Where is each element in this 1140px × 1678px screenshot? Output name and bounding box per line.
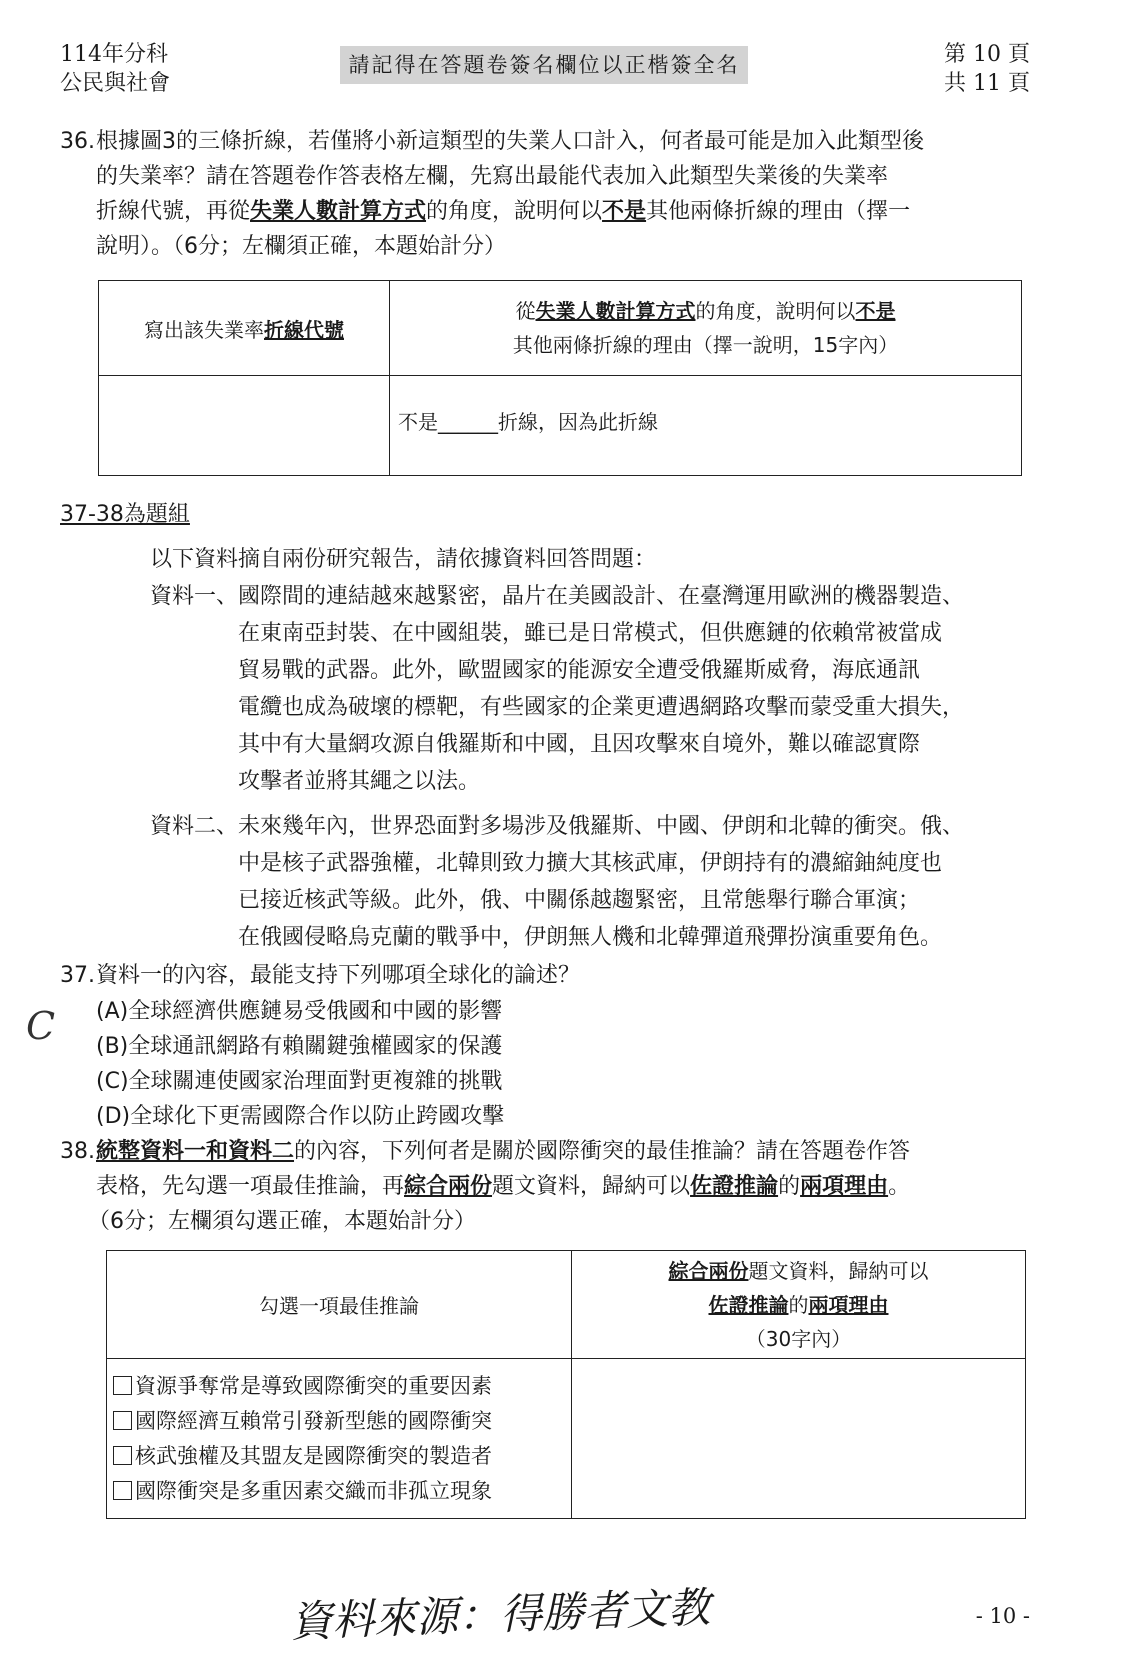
text: 的 (788, 1292, 809, 1317)
text: 的角度，說明何以 (426, 199, 603, 224)
text: 其中有大量網攻源自俄羅斯和中國，且因攻擊來自境外，難以確認實際 (238, 732, 921, 757)
inference-choice[interactable] (113, 1369, 565, 1404)
choice-text: 國際衝突是多重因素交織而非孤立現象 (135, 1478, 492, 1503)
inference-choices-cell (107, 1359, 572, 1519)
blank: ______ (438, 410, 498, 434)
emphasis: 失業人數計算方式 (250, 199, 427, 224)
option-b[interactable]: (B)全球通訊網路有賴關鍵強權國家的保護 (96, 1034, 503, 1059)
emphasis: 兩項理由 (808, 1292, 889, 1317)
answer-cell-right[interactable] (390, 376, 1022, 476)
emphasis: 不是 (602, 199, 647, 224)
text: 的 (778, 1174, 801, 1199)
choice-text: 核武強權及其盟友是國際衝突的製造者 (135, 1443, 492, 1468)
checkbox[interactable] (113, 1481, 132, 1500)
emphasis: 折線代號 (264, 317, 344, 342)
text: 不是 (398, 410, 438, 434)
page-total: 共 11 頁 (944, 71, 1030, 96)
text: 其他兩條折線的理由（擇一 (646, 199, 911, 224)
inference-choice[interactable] (113, 1439, 565, 1474)
emphasis: 統整資料一和資料二 (96, 1139, 295, 1164)
emphasis: 失業人數計算方式 (535, 299, 696, 323)
emphasis: 佐證推論 (708, 1292, 789, 1317)
choice-text: 國際經濟互賴常引發新型態的國際衝突 (135, 1408, 492, 1433)
question-number: 36. (60, 129, 95, 154)
text: 寫出該失業率 (144, 317, 264, 342)
text: 未來幾年內，世界恐面對多場涉及俄羅斯、中國、伊朗和北韓的衝突。俄、 (238, 814, 965, 839)
q38-line3: （6分；左欄須勾選正確，本題始計分） (88, 1209, 476, 1234)
table-header-right (572, 1251, 1026, 1359)
table-header-left (99, 281, 390, 376)
text: 表格，先勾選一項最佳推論，再 (96, 1174, 405, 1199)
text: 折線，因為此折線 (498, 410, 658, 434)
text: 。 (888, 1174, 911, 1199)
group-intro: 以下資料摘自兩份研究報告，請依據資料回答問題： (150, 547, 657, 572)
table-header-right (390, 281, 1022, 376)
material-label: 資料二、 (150, 814, 239, 839)
header-page-info (944, 40, 1030, 98)
handwritten-answer: C (26, 1004, 56, 1048)
question-group-title: 37-38為題組 (60, 502, 190, 527)
text: 的內容，下列何者是關於國際衝突的最佳推論？請在答題卷作答 (294, 1139, 911, 1164)
material-2 (150, 808, 1030, 956)
text: 貿易戰的武器。此外，歐盟國家的能源安全遭受俄羅斯威脅，海底通訊 (238, 658, 921, 683)
text: 國際間的連結越來越緊密，晶片在美國設計、在臺灣運用歐洲的機器製造、 (238, 584, 965, 609)
header-subject (60, 40, 170, 98)
option-c[interactable]: (C)全球關連使國家治理面對更複雜的挑戰 (96, 1069, 503, 1094)
text: 折線代號，再從 (96, 199, 251, 224)
text: （30字內） (745, 1326, 852, 1351)
text: 題文資料，歸納可以 (748, 1258, 929, 1283)
choice-text: 資源爭奪常是導致國際衝突的重要因素 (135, 1373, 492, 1398)
page-number: - 10 - (975, 1604, 1030, 1628)
text: 其他兩條折線的理由（擇一說明，15字內） (512, 333, 899, 357)
q38-line2 (60, 1169, 1040, 1204)
signature-reminder-banner: 請記得在答題卷簽名欄位以正楷簽全名 (340, 46, 748, 84)
question-number: 38. (60, 1139, 95, 1164)
emphasis: 不是 (855, 299, 896, 323)
text: 電纜也成為破壞的標靶，有些國家的企業更遭遇網路攻擊而蒙受重大損失， (238, 695, 965, 720)
text: 在俄國侵略烏克蘭的戰爭中，伊朗無人機和北韓彈道飛彈扮演重要角色。 (238, 925, 943, 950)
emphasis: 綜合兩份 (668, 1258, 749, 1283)
inference-choice[interactable] (113, 1474, 565, 1509)
q36-line2: 的失業率？請在答題卷作答表格左欄，先寫出最能代表加入此類型失業後的失業率 (96, 164, 889, 189)
text: 的角度，說明何以 (695, 299, 856, 323)
table-header-left: 勾選一項最佳推論 (107, 1251, 572, 1359)
handwritten-source-note: 資料來源：得勝者文教 (289, 1582, 711, 1647)
q36-line4: 說明）。（6分；左欄須正確，本題始計分） (96, 234, 506, 259)
q36-answer-table (98, 280, 1022, 476)
q38-answer-table (106, 1250, 1026, 1519)
text: 中是核子武器強權，北韓則致力擴大其核武庫，伊朗持有的濃縮鈾純度也 (238, 851, 943, 876)
question-38 (60, 1134, 1040, 1239)
checkbox[interactable] (113, 1446, 132, 1465)
question-stem: 資料一的內容，最能支持下列哪項全球化的論述？ (96, 963, 581, 988)
emphasis: 佐證推論 (690, 1174, 779, 1199)
checkbox[interactable] (113, 1376, 132, 1395)
q37-options (96, 994, 504, 1134)
text: 在東南亞封裝、在中國組裝，雖已是日常模式，但供應鏈的依賴常被當成 (238, 621, 943, 646)
reasons-answer-cell[interactable] (572, 1359, 1026, 1519)
text: 已接近核武等級。此外，俄、中關係越趨緊密，且常態舉行聯合軍演； (238, 888, 921, 913)
material-label: 資料一、 (150, 584, 239, 609)
page-current: 第 10 頁 (944, 42, 1030, 67)
emphasis: 兩項理由 (800, 1174, 889, 1199)
emphasis: 綜合兩份 (404, 1174, 493, 1199)
text: 題文資料，歸納可以 (492, 1174, 691, 1199)
option-a[interactable]: (A)全球經濟供應鏈易受俄國和中國的影響 (96, 999, 503, 1024)
inference-choice[interactable] (113, 1404, 565, 1439)
q36-line3 (60, 194, 1020, 229)
question-37 (60, 958, 580, 993)
q36-line1: 根據圖3的三條折線，若僅將小新這類型的失業人口計入，何者最可能是加入此類型後 (96, 129, 924, 154)
question-number: 37. (60, 963, 95, 988)
material-1 (150, 578, 1030, 800)
exam-year: 114年分科 (60, 42, 168, 67)
question-36 (60, 124, 1020, 264)
checkbox[interactable] (113, 1411, 132, 1430)
text: 從 (515, 299, 536, 323)
option-d[interactable]: (D)全球化下更需國際合作以防止跨國攻擊 (96, 1104, 505, 1129)
text: 攻擊者並將其繩之以法。 (238, 769, 481, 794)
answer-cell-left[interactable] (99, 376, 390, 476)
subject-name: 公民與社會 (60, 71, 171, 96)
